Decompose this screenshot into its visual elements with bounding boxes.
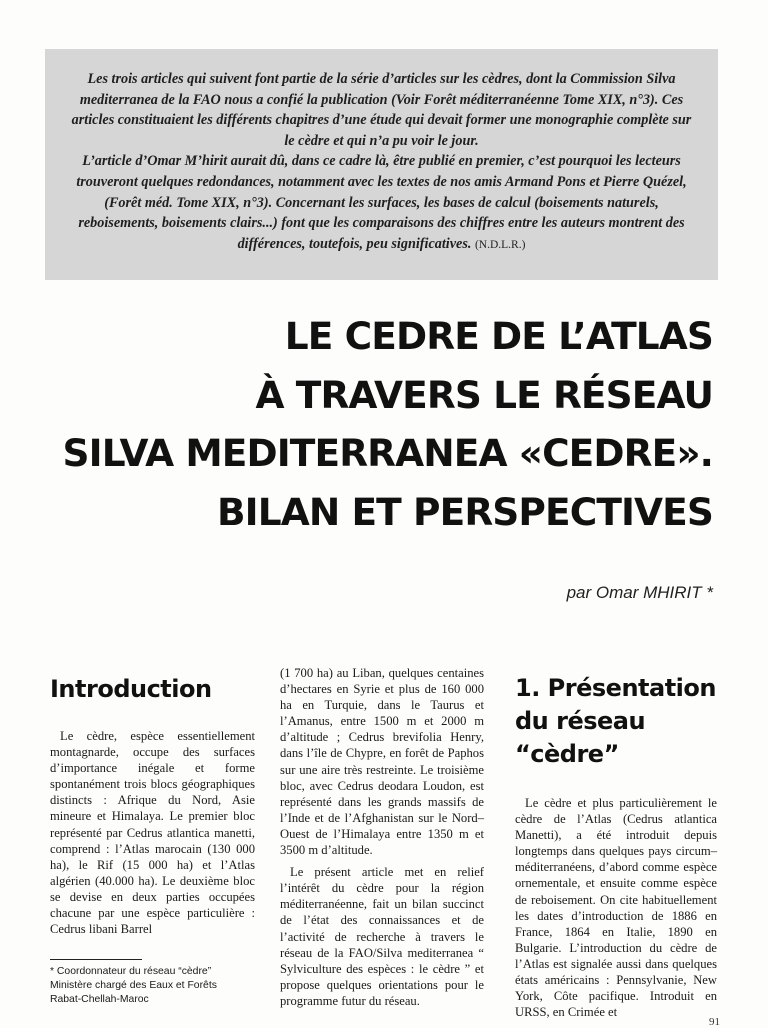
section-1-heading (515, 672, 717, 771)
section-1-heading-line-3: “cèdre” (515, 740, 619, 768)
author-byline: par Omar MHIRIT * (566, 583, 713, 602)
title-line-1: LE CEDRE DE L’ATLAS (284, 314, 713, 358)
column-1 (50, 665, 255, 937)
introduction-heading: Introduction (50, 675, 212, 703)
editor-note-paragraph-1: Les trois articles qui suivent font partie de la série d’articles sur les cèdres, dont la Commission Silva mediterranea de la FAO nous a confié la publication (Voir Forêt méditerranéenne Tome XIX, n°3). Ces articles constituaient les différents chapitres d’une étude qui devait former une monographie complète sur le cèdre et qui n’a pu voir le jour. (71, 71, 692, 149)
editor-note-text-2: L’article d’Omar M’hirit aurait dû, dans ce cadre là, être publié en premier, c’est pourquoi les lecteurs trouveront quelques redondances, notamment avec les textes de nos amis Armand Pons et Pierre Quézel, (Forêt méd. Tome XIX, n°3). Concernant les surfaces, les bases de calcul (boisements naturels, reboisements, boisements clairs...) font que les comparaisons des chiffres entre les auteurs montrent des différences, toutefois, peu significatives. (76, 153, 687, 252)
editor-note-box (45, 49, 718, 280)
column-2 (280, 665, 484, 1009)
footnote (50, 965, 280, 1007)
editor-note-paragraph-2 (65, 151, 698, 255)
footnote-divider (50, 959, 142, 960)
footnote-line-2: Ministère chargé des Eaux et Forêts (50, 980, 217, 991)
ndlr-label: (N.D.L.R.) (474, 238, 526, 251)
column-2-paragraph-2: Le présent article met en relief l’intérêt du cèdre pour la région méditerranéenne, fait un bilan succinct de l’état des connaissances et de l’activité de recherche à travers le réseau de la FAO/Silva mediterranea “ Sylviculture des espèces : le cèdre ” et propose quelques orientations pour le programme futur du réseau. (280, 865, 484, 1008)
section-1-paragraph: Le cèdre et plus particulièrement le cèdre de l’Atlas (Cedrus atlantica Manetti), a été introduit depuis longtemps dans quelques pays circum–méditerranéens, d’abord comme espèce ornementale, et ensuite comme espèce de reboisement. On cite habituellement les dates d’introduction de 1886 en France, 1864 en Italie, 1890 en Bulgarie. L’introduction du cèdre de l’Atlas est signalée aussi dans quelques états américains : Pennsylvanie, New York, Côte pacifique. Introduit en URSS, en Crimée et (515, 796, 717, 1020)
title-line-4: BILAN ET PERSPECTIVES (216, 489, 713, 534)
article-title (33, 307, 713, 541)
column-3 (515, 665, 717, 1020)
section-1-heading-line-2: du réseau (515, 707, 646, 735)
section-1-heading-line-1: 1. Présentation (515, 674, 716, 702)
page-number: 91 (709, 1016, 720, 1028)
introduction-paragraph: Le cèdre, espèce essentiellement montagnarde, occupe des surfaces d’importance inégale et forme spontanément trois blocs géographiques distincts : Afrique du Nord, Asie mineure et Himalaya. Le premier bloc représenté par Cedrus atlantica manetti, comprend : l’Atlas marocain (130 000 ha), le Rif (15 000 ha) et l’Atlas algérien (40.000 ha). Le deuxième bloc se devise en deux parties occupées chacune par une espèce particulière : Cedrus libani Barrel (50, 729, 255, 937)
title-line-3: SILVA MEDITERRANEA «CEDRE». (62, 431, 713, 475)
title-line-2: À TRAVERS LE RÉSEAU (255, 372, 713, 417)
footnote-line-1: * Coordonnateur du réseau “cèdre” (50, 966, 212, 977)
column-2-paragraph-1: (1 700 ha) au Liban, quelques centaines d’hectares en Syrie et plus de 160 000 ha en Turquie, dans le Taurus et l’Amanus, entre 1500 m et 2000 m d’altitude ; Cedrus brevifolia Henry, dans l’île de Chypre, en forêt de Paphos sur une aire très restreinte. Le troisième bloc, avec Cedrus deodara Loudon, est représenté dans les grands massifs de l’Inde et de l’Afghanistan sur le Nord–Ouest de l’Himalaya entre 1350 m et 3500 m d’altitude. (280, 666, 484, 858)
footnote-line-3: Rabat-Chellah-Maroc (50, 994, 149, 1005)
